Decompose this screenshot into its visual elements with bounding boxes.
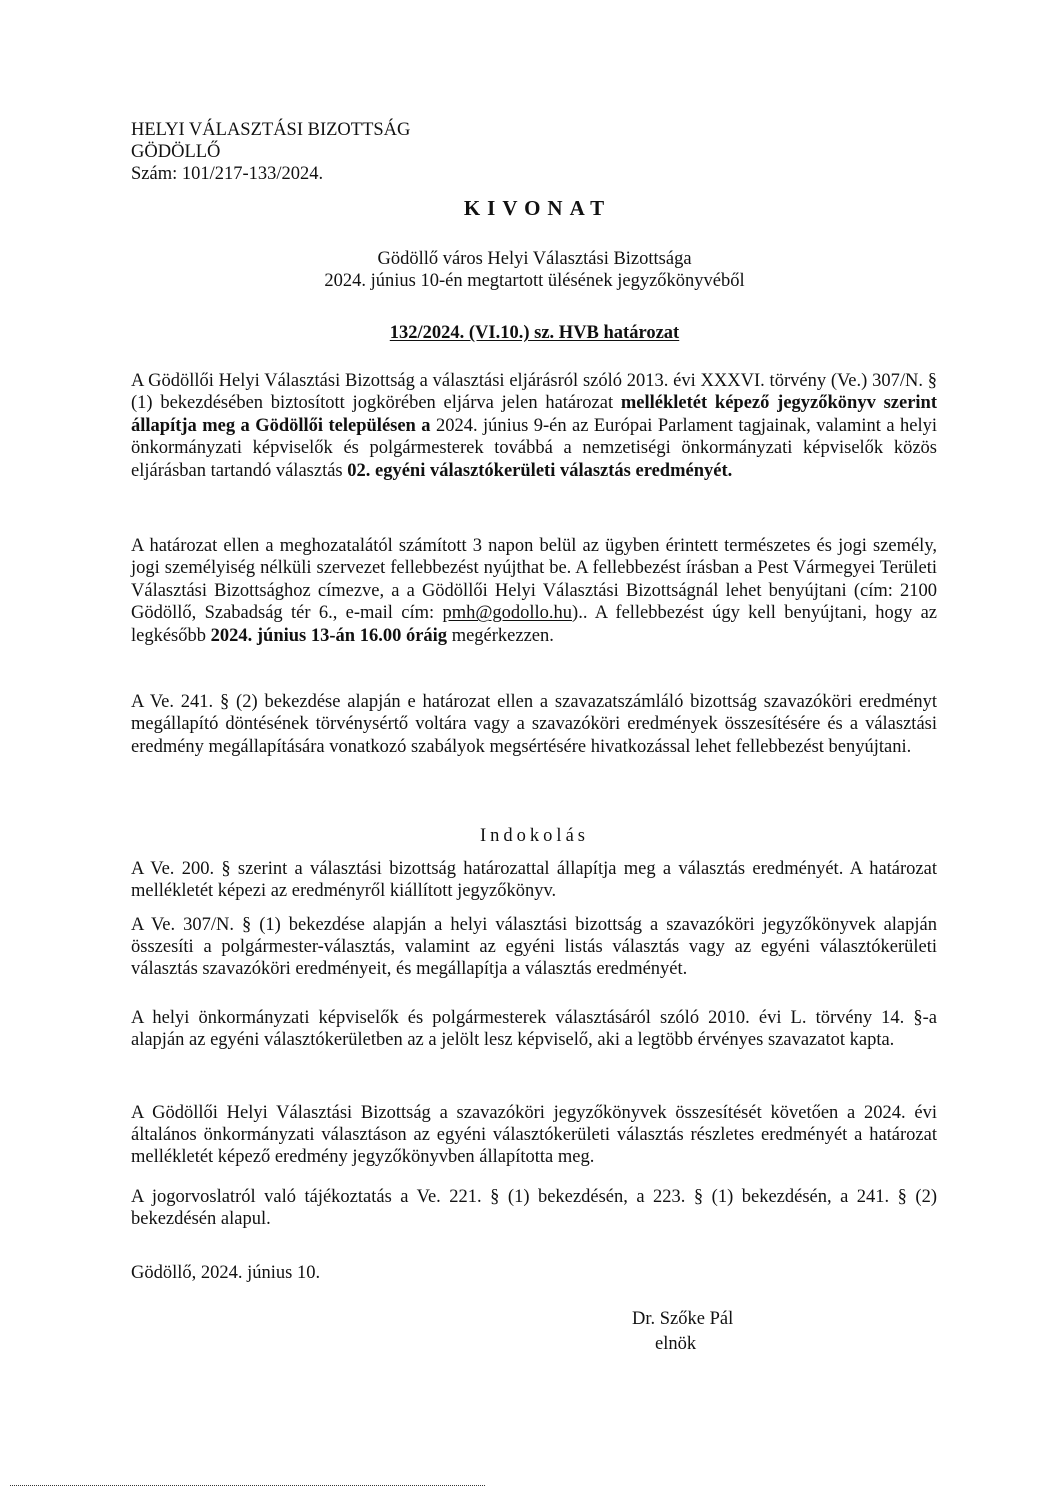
appeal-basis-paragraph: A Ve. 241. § (2) bekezdése alapján e határozat ellen a szavazatszámláló bizottság szavazóköri eredményt megállapító döntésének törvénysértő voltára vagy a szavazóköri eredmények összesítésére és a választási eredmény megállapítására vonatkozó szabályok megsértésére hivatkozással lehet fellebbezést benyújtani. (131, 692, 937, 757)
signatory-name: Dr. Szőke Pál (632, 1309, 734, 1329)
reasoning-heading: Indokolás (480, 826, 589, 846)
reasoning-paragraph-4: A Gödöllői Helyi Választási Bizottság a szavazóköri jegyzőkönyvek összesítését követően a 2024. évi általános önkormányzati választáson az egyéni választókerületi választás részletes eredményét a határozat mellékletét képező eredmény jegyzőkönyvben állapította meg. (131, 1103, 937, 1167)
place-and-date: Gödöllő, 2024. június 10. (131, 1263, 321, 1283)
reference-number: Szám: 101/217-133/2024. (131, 164, 324, 184)
email-link[interactable]: pmh@godollo.hu (442, 603, 573, 624)
appeal-text-2: ).. A fellebbezést úgy kell benyújtani, hogy az legkésőbb (131, 603, 937, 646)
decision-bold-1: mellékletét képező jegyzőkönyv szerint állapítja meg a Gödöllői településen a (131, 393, 937, 436)
reasoning-paragraph-3: A helyi önkormányzati képviselők és polgármesterek választásáról szóló 2010. évi L. törvény 14. §-a alapján az egyéni választókerületben az a jelölt lesz képviselő, aki a legtöbb érvényes szavazatot kapta. (131, 1008, 937, 1050)
appeal-text-3: megérkezzen. (447, 625, 554, 646)
document-title: KIVONAT (463, 196, 612, 220)
reasoning-paragraph-5: A jogorvoslatról való tájékoztatás a Ve. 221. § (1) bekezdésén, a 223. § (1) bekezdésén, a 241. § (2) bekezdésén alapul. (131, 1187, 937, 1229)
appeal-deadline: 2024. június 13-án 16.00 óráig (210, 625, 448, 646)
decision-text-1: A Gödöllői Helyi Választási Bizottság a választási eljárásról szóló 2013. évi XXXVI. törvény (Ve.) 307/N. § (1) bekezdésében biztosított jogkörében eljárva jelen határozat (131, 371, 937, 414)
subtitle-line-1: Gödöllő város Helyi Választási Bizottsága (377, 249, 692, 269)
decision-number: 132/2024. (VI.10.) sz. HVB határozat (389, 323, 680, 343)
appeal-paragraph (131, 535, 937, 647)
decision-bold-2: 02. egyéni választókerületi választás eredményét. (347, 460, 733, 481)
organization-name: HELYI VÁLASZTÁSI BIZOTTSÁG (131, 120, 411, 140)
city-name: GÖDÖLLŐ (131, 142, 221, 162)
reasoning-paragraph-2: A Ve. 307/N. § (1) bekezdése alapján a helyi választási bizottság a szavazóköri jegyzőkönyvek alapján összesíti a polgármester-választás, valamint az egyéni listás választás vagy az egyéni választókerületi választás szavazóköri eredményeit, és megállapítja a választás eredményét. (131, 915, 937, 979)
signatory-title: elnök (655, 1334, 697, 1354)
scan-artifact-dotted-line (10, 1485, 485, 1486)
reasoning-paragraph-1: A Ve. 200. § szerint a választási bizottság határozattal állapítja meg a választás eredményét. A határozat mellékletét képezi az eredményről kiállított jegyzőkönyv. (131, 859, 937, 901)
appeal-text-1: A határozat ellen a meghozatalától számított 3 napon belül az ügyben érintett természetes és jogi személy, jogi személyiség nélküli szervezet fellebbezést nyújthat be. A fellebbezést írásban a Pest Vármegyei Területi Választási Bizottsághoz címezve, a a Gödöllői Helyi Választási Bizottságnál lehet benyújtani (cím: 2100 Gödöllő, Szabadság tér 6., e-mail cím: (131, 536, 937, 624)
decision-number-container (0, 322, 1059, 344)
decision-text-2: 2024. június 9-én az Európai Parlament tagjainak, valamint a helyi önkormányzati képviselők és polgármesterek továbbá a nemzetiségi önkormányzati képviselők közös eljárásban tartandó választás (131, 415, 937, 481)
subtitle-line-2: 2024. június 10-én megtartott ülésének jegyzőkönyvéből (324, 271, 745, 291)
decision-paragraph (131, 370, 937, 482)
